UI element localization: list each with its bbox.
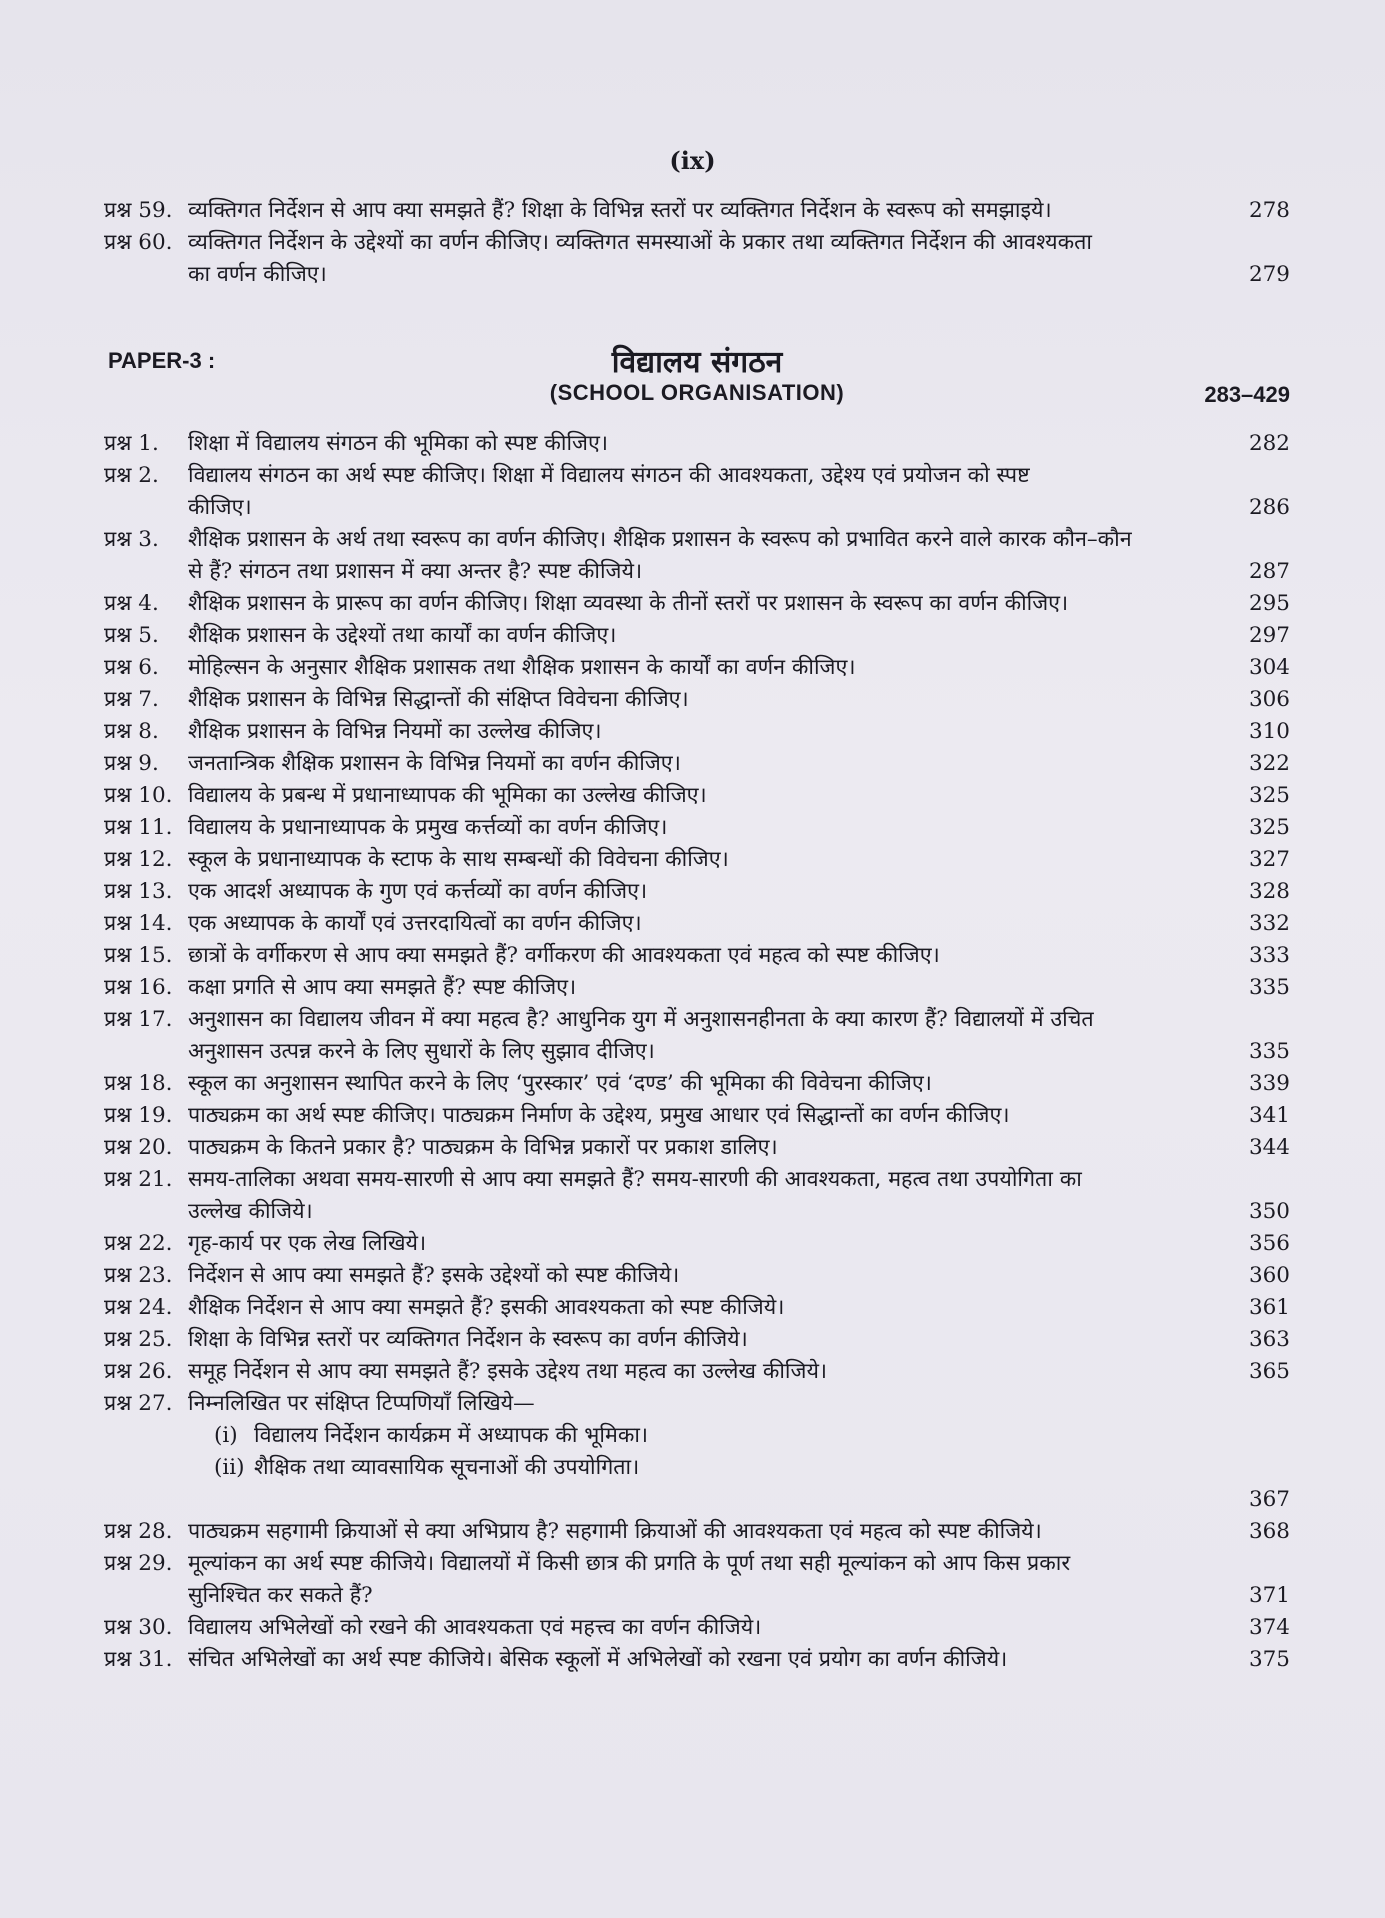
question-text: शैक्षिक प्रशासन के प्रारूप का वर्णन कीजिए। शिक्षा व्यवस्था के तीनों स्तरों पर प्रशासन के स्वरूप का वर्णन कीजिए। xyxy=(188,591,1069,616)
toc-entry-row xyxy=(104,1228,1290,1260)
toc-entry-row xyxy=(104,227,1290,259)
toc-entry-row xyxy=(104,1612,1290,1644)
sub-item-text: विद्यालय निर्देशन कार्यक्रम में अध्यापक की भूमिका। xyxy=(254,1423,649,1448)
toc-entry xyxy=(104,876,1290,908)
page-ref: 375 xyxy=(1248,1647,1290,1672)
question-text: शैक्षिक प्रशासन के उद्देश्यों तथा कार्यों का वर्णन कीजिए। xyxy=(188,623,617,648)
toc-entry xyxy=(104,1516,1290,1548)
question-text-continued xyxy=(104,556,1290,588)
page-ref: 282 xyxy=(1248,431,1290,456)
toc-entry xyxy=(104,1548,1290,1612)
question-label: प्रश्न 25. xyxy=(104,1327,173,1352)
toc-entry xyxy=(104,1004,1290,1068)
toc-entry-row xyxy=(104,195,1290,227)
toc-entry-row xyxy=(104,1324,1290,1356)
toc-entry-row xyxy=(104,1004,1290,1036)
question-label: प्रश्न 10. xyxy=(104,783,173,808)
question-label: प्रश्न 59. xyxy=(104,198,173,223)
toc-entry xyxy=(104,1356,1290,1388)
section-page-range: 283–429 xyxy=(1204,382,1290,407)
question-label: प्रश्न 23. xyxy=(104,1263,173,1288)
page-ref: 325 xyxy=(1248,783,1290,808)
toc-entry-row xyxy=(104,588,1290,620)
page-ref: 325 xyxy=(1248,815,1290,840)
toc-entry-row xyxy=(104,972,1290,1004)
page-ref: 310 xyxy=(1248,719,1290,744)
question-label: प्रश्न 24. xyxy=(104,1295,173,1320)
toc-entry xyxy=(104,1228,1290,1260)
toc-entry-row xyxy=(104,940,1290,972)
question-label: प्रश्न 2. xyxy=(104,463,159,488)
page-ref: 306 xyxy=(1248,687,1290,712)
question-label: प्रश्न 11. xyxy=(104,815,173,840)
question-text-line: से हैं? संगठन तथा प्रशासन में क्या अन्तर है? स्पष्ट कीजिये। xyxy=(188,559,643,584)
question-text: शैक्षिक प्रशासन के अर्थ तथा स्वरूप का वर्णन कीजिए। शैक्षिक प्रशासन के स्वरूप को प्रभावित करने वाले कारक कौन–कौन xyxy=(188,527,1132,552)
question-text-continued xyxy=(104,492,1290,524)
question-text: समय-तालिका अथवा समय-सारणी से आप क्या समझते हैं? समय-सारणी की आवश्यकता, महत्व तथा उपयोगिता का xyxy=(188,1167,1082,1192)
page-ref: 335 xyxy=(1248,975,1290,1000)
question-text-continued xyxy=(104,1036,1290,1068)
question-label: प्रश्न 9. xyxy=(104,751,159,776)
page-ref: 322 xyxy=(1248,751,1290,776)
toc-entry xyxy=(104,428,1290,460)
page-ref: 333 xyxy=(1248,943,1290,968)
page-ref: 328 xyxy=(1248,879,1290,904)
question-label: प्रश्न 28. xyxy=(104,1519,173,1544)
sub-item-text: शैक्षिक तथा व्यावसायिक सूचनाओं की उपयोगिता। xyxy=(254,1455,640,1480)
question-text-line: अनुशासन उत्पन्न करने के लिए सुधारों के लिए सुझाव दीजिए। xyxy=(188,1039,655,1064)
question-text: व्यक्तिगत निर्देशन के उद्देश्यों का वर्णन कीजिए। व्यक्तिगत समस्याओं के प्रकार तथा व्यक्तिगत निर्देशन की आवश्यकता xyxy=(188,230,1092,255)
question-label: प्रश्न 7. xyxy=(104,687,159,712)
page-ref: 367 xyxy=(1248,1487,1290,1512)
page-ref: 278 xyxy=(1248,198,1290,223)
question-label: प्रश्न 30. xyxy=(104,1615,173,1640)
page-ref: 339 xyxy=(1248,1071,1290,1096)
page-ref: 304 xyxy=(1248,655,1290,680)
toc-entry xyxy=(104,684,1290,716)
toc-entry xyxy=(104,1132,1290,1164)
question-text: शिक्षा में विद्यालय संगठन की भूमिका को स्पष्ट कीजिए। xyxy=(188,431,609,456)
question-text: छात्रों के वर्गीकरण से आप क्या समझते हैं? वर्गीकरण की आवश्यकता एवं महत्व को स्पष्ट कीजिए। xyxy=(188,943,940,968)
page-ref: 297 xyxy=(1248,623,1290,648)
toc-entry-row xyxy=(104,780,1290,812)
question-text: स्कूल का अनुशासन स्थापित करने के लिए ‘पुरस्कार’ एवं ‘दण्ड’ की भूमिका की विवेचना कीजिए। xyxy=(188,1071,932,1096)
question-text: शैक्षिक प्रशासन के विभिन्न सिद्धान्तों की संक्षिप्त विवेचना कीजिए। xyxy=(188,687,689,712)
toc-entry-row xyxy=(104,1388,1290,1420)
toc-entry-row xyxy=(104,428,1290,460)
page-ref: 332 xyxy=(1248,911,1290,936)
page-ref: 327 xyxy=(1248,847,1290,872)
question-label: प्रश्न 19. xyxy=(104,1103,173,1128)
question-text: विद्यालय अभिलेखों को रखने की आवश्यकता एवं महत्त्व का वर्णन कीजिये। xyxy=(188,1615,762,1640)
page-ref: 363 xyxy=(1248,1327,1290,1352)
question-text: शिक्षा के विभिन्न स्तरों पर व्यक्तिगत निर्देशन के स्वरूप का वर्णन कीजिये। xyxy=(188,1327,748,1352)
question-text-continued xyxy=(104,1580,1290,1612)
page-ref: 368 xyxy=(1248,1519,1290,1544)
question-label: प्रश्न 21. xyxy=(104,1167,173,1192)
question-label: प्रश्न 4. xyxy=(104,591,159,616)
question-text: पाठ्यक्रम का अर्थ स्पष्ट कीजिए। पाठ्यक्रम निर्माण के उद्देश्य, प्रमुख आधार एवं सिद्धान्तों का वर्णन कीजिए। xyxy=(188,1103,1010,1128)
question-text: शैक्षिक निर्देशन से आप क्या समझते हैं? इसकी आवश्यकता को स्पष्ट कीजिये। xyxy=(188,1295,785,1320)
toc-entry-row xyxy=(104,1260,1290,1292)
page-ref: 295 xyxy=(1248,591,1290,616)
question-text: एक आदर्श अध्यापक के गुण एवं कर्त्तव्यों का वर्णन कीजिए। xyxy=(188,879,648,904)
sub-item xyxy=(104,1452,1290,1484)
question-label: प्रश्न 17. xyxy=(104,1007,173,1032)
toc-entry xyxy=(104,844,1290,876)
toc-entry xyxy=(104,1292,1290,1324)
page-ref: 279 xyxy=(1248,262,1290,287)
question-label: प्रश्न 60. xyxy=(104,230,173,255)
toc-entry xyxy=(104,1068,1290,1100)
toc-entry-row xyxy=(104,620,1290,652)
question-text: जनतान्त्रिक शैक्षिक प्रशासन के विभिन्न नियमों का वर्णन कीजिए। xyxy=(188,751,681,776)
section-subtitle: (SCHOOL ORGANISATION) xyxy=(549,380,845,405)
toc-entry-row xyxy=(104,1292,1290,1324)
page-number: (ix) xyxy=(669,146,716,175)
question-label: प्रश्न 8. xyxy=(104,719,159,744)
toc-entry xyxy=(104,1388,1290,1516)
toc-entry xyxy=(104,748,1290,780)
question-text: व्यक्तिगत निर्देशन से आप क्या समझते हैं? शिक्षा के विभिन्न स्तरों पर व्यक्तिगत निर्देशन के स्वरूप को समझाइये। xyxy=(188,198,1052,223)
toc-entry-row xyxy=(104,812,1290,844)
question-text: पाठ्यक्रम सहगामी क्रियाओं से क्या अभिप्राय है? सहगामी क्रियाओं की आवश्यकता एवं महत्व को स्पष्ट कीजिये। xyxy=(188,1519,1042,1544)
toc-entry xyxy=(104,1164,1290,1228)
toc-entry-row xyxy=(104,1356,1290,1388)
question-text: समूह निर्देशन से आप क्या समझते हैं? इसके उद्देश्य तथा महत्व का उल्लेख कीजिये। xyxy=(188,1359,828,1384)
question-label: प्रश्न 5. xyxy=(104,623,159,648)
toc-entry xyxy=(104,716,1290,748)
question-text: पाठ्यक्रम के कितने प्रकार है? पाठ्यक्रम के विभिन्न प्रकारों पर प्रकाश डालिए। xyxy=(188,1135,778,1160)
question-text: गृह-कार्य पर एक लेख लिखिये। xyxy=(188,1231,427,1256)
page-ref: 350 xyxy=(1248,1199,1290,1224)
question-text-line: कीजिए। xyxy=(188,495,252,520)
question-label: प्रश्न 14. xyxy=(104,911,173,936)
question-label: प्रश्न 18. xyxy=(104,1071,173,1096)
question-label: प्रश्न 22. xyxy=(104,1231,173,1256)
question-text: स्कूल के प्रधानाध्यापक के स्टाफ के साथ सम्बन्धों की विवेचना कीजिए। xyxy=(188,847,729,872)
paper-label: PAPER-3 : xyxy=(108,348,216,373)
sub-item-number: (i) xyxy=(214,1423,238,1448)
question-text: मूल्यांकन का अर्थ स्पष्ट कीजिये। विद्यालयों में किसी छात्र की प्रगति के पूर्ण तथा सही मूल्यांकन को आप किस प्रकार xyxy=(188,1551,1071,1576)
toc-entry xyxy=(104,524,1290,588)
page-ref: 287 xyxy=(1248,559,1290,584)
question-text: विद्यालय संगठन का अर्थ स्पष्ट कीजिए। शिक्षा में विद्यालय संगठन की आवश्यकता, उद्देश्य एवं प्रयोजन को स्पष्ट xyxy=(188,463,1030,488)
toc-entry-row xyxy=(104,652,1290,684)
page-ref: 371 xyxy=(1248,1583,1290,1608)
toc-entry xyxy=(104,972,1290,1004)
question-label: प्रश्न 31. xyxy=(104,1647,173,1672)
toc-entry-row xyxy=(104,876,1290,908)
toc-entry-row xyxy=(104,684,1290,716)
question-label: प्रश्न 15. xyxy=(104,943,173,968)
toc-entry xyxy=(104,1644,1290,1676)
toc-entry xyxy=(104,908,1290,940)
toc-entry-row xyxy=(104,1068,1290,1100)
toc-entry-row xyxy=(104,1132,1290,1164)
toc-entry-row xyxy=(104,524,1290,556)
question-text-continued xyxy=(104,259,1290,291)
question-text-line: का वर्णन कीजिए। xyxy=(188,262,327,287)
sub-item xyxy=(104,1420,1290,1452)
toc-entry xyxy=(104,227,1290,291)
toc-entry xyxy=(104,195,1290,227)
toc-entry xyxy=(104,1100,1290,1132)
toc-entry xyxy=(104,620,1290,652)
question-text: कक्षा प्रगति से आप क्या समझते हैं? स्पष्ट कीजिए। xyxy=(188,975,577,1000)
question-text: विद्यालय के प्रधानाध्यापक के प्रमुख कर्त्तव्यों का वर्णन कीजिए। xyxy=(188,815,668,840)
page-ref: 286 xyxy=(1248,495,1290,520)
sub-item-number: (ii) xyxy=(214,1455,245,1480)
question-label: प्रश्न 12. xyxy=(104,847,173,872)
question-text: विद्यालय के प्रबन्ध में प्रधानाध्यापक की भूमिका का उल्लेख कीजिए। xyxy=(188,783,707,808)
question-text-line: सुनिश्चित कर सकते हैं? xyxy=(188,1583,373,1608)
page-ref: 356 xyxy=(1248,1231,1290,1256)
section-title: विद्यालय संगठन xyxy=(611,345,783,380)
toc-list-top xyxy=(104,195,1290,291)
toc-entry-row xyxy=(104,1548,1290,1580)
toc-entry xyxy=(104,652,1290,684)
question-label: प्रश्न 20. xyxy=(104,1135,173,1160)
page-ref: 335 xyxy=(1248,1039,1290,1064)
question-text: मोहिल्सन के अनुसार शैक्षिक प्रशासक तथा शैक्षिक प्रशासन के कार्यों का वर्णन कीजिए। xyxy=(188,655,856,680)
toc-entry xyxy=(104,940,1290,972)
question-label: प्रश्न 26. xyxy=(104,1359,173,1384)
toc-entry-row xyxy=(104,1516,1290,1548)
question-text: निर्देशन से आप क्या समझते हैं? इसके उद्देश्यों को स्पष्ट कीजिये। xyxy=(188,1263,680,1288)
toc-entry xyxy=(104,812,1290,844)
question-label: प्रश्न 3. xyxy=(104,527,159,552)
toc-entry xyxy=(104,1612,1290,1644)
question-label: प्रश्न 1. xyxy=(104,431,159,456)
page-ref: 341 xyxy=(1248,1103,1290,1128)
page-ref: 344 xyxy=(1248,1135,1290,1160)
toc-entry-row xyxy=(104,716,1290,748)
page-ref-row xyxy=(104,1484,1290,1516)
page-ref: 374 xyxy=(1248,1615,1290,1640)
question-text: एक अध्यापक के कार्यों एवं उत्तरदायित्वों का वर्णन कीजिए। xyxy=(188,911,642,936)
question-label: प्रश्न 6. xyxy=(104,655,159,680)
toc-entry-row xyxy=(104,1644,1290,1676)
question-text: संचित अभिलेखों का अर्थ स्पष्ट कीजिये। बेसिक स्कूलों में अभिलेखों को रखना एवं प्रयोग का वर्णन कीजिये। xyxy=(188,1647,1008,1672)
toc-entry-row xyxy=(104,460,1290,492)
toc-list-main xyxy=(104,428,1290,1676)
page-ref: 365 xyxy=(1248,1359,1290,1384)
toc-entry xyxy=(104,780,1290,812)
toc-entry-row xyxy=(104,1164,1290,1196)
question-text-line: उल्लेख कीजिये। xyxy=(188,1199,313,1224)
question-text: निम्नलिखित पर संक्षिप्त टिप्पणियाँ लिखिये— xyxy=(188,1391,535,1416)
question-text: अनुशासन का विद्यालय जीवन में क्या महत्व है? आधुनिक युग में अनुशासनहीनता के क्या कारण हैं? विद्यालयों में उचित xyxy=(188,1007,1094,1032)
toc-entry-row xyxy=(104,1100,1290,1132)
question-text: शैक्षिक प्रशासन के विभिन्न नियमों का उल्लेख कीजिए। xyxy=(188,719,602,744)
toc-entry-row xyxy=(104,748,1290,780)
toc-entry xyxy=(104,460,1290,524)
toc-entry xyxy=(104,1324,1290,1356)
page-ref: 360 xyxy=(1248,1263,1290,1288)
toc-entry xyxy=(104,1260,1290,1292)
page-ref: 361 xyxy=(1248,1295,1290,1320)
question-label: प्रश्न 16. xyxy=(104,975,173,1000)
toc-entry-row xyxy=(104,908,1290,940)
toc-entry-row xyxy=(104,844,1290,876)
toc-entry xyxy=(104,588,1290,620)
question-label: प्रश्न 13. xyxy=(104,879,173,904)
question-label: प्रश्न 29. xyxy=(104,1551,173,1576)
question-text-continued xyxy=(104,1196,1290,1228)
question-label: प्रश्न 27. xyxy=(104,1391,173,1416)
section-header xyxy=(104,340,1290,420)
